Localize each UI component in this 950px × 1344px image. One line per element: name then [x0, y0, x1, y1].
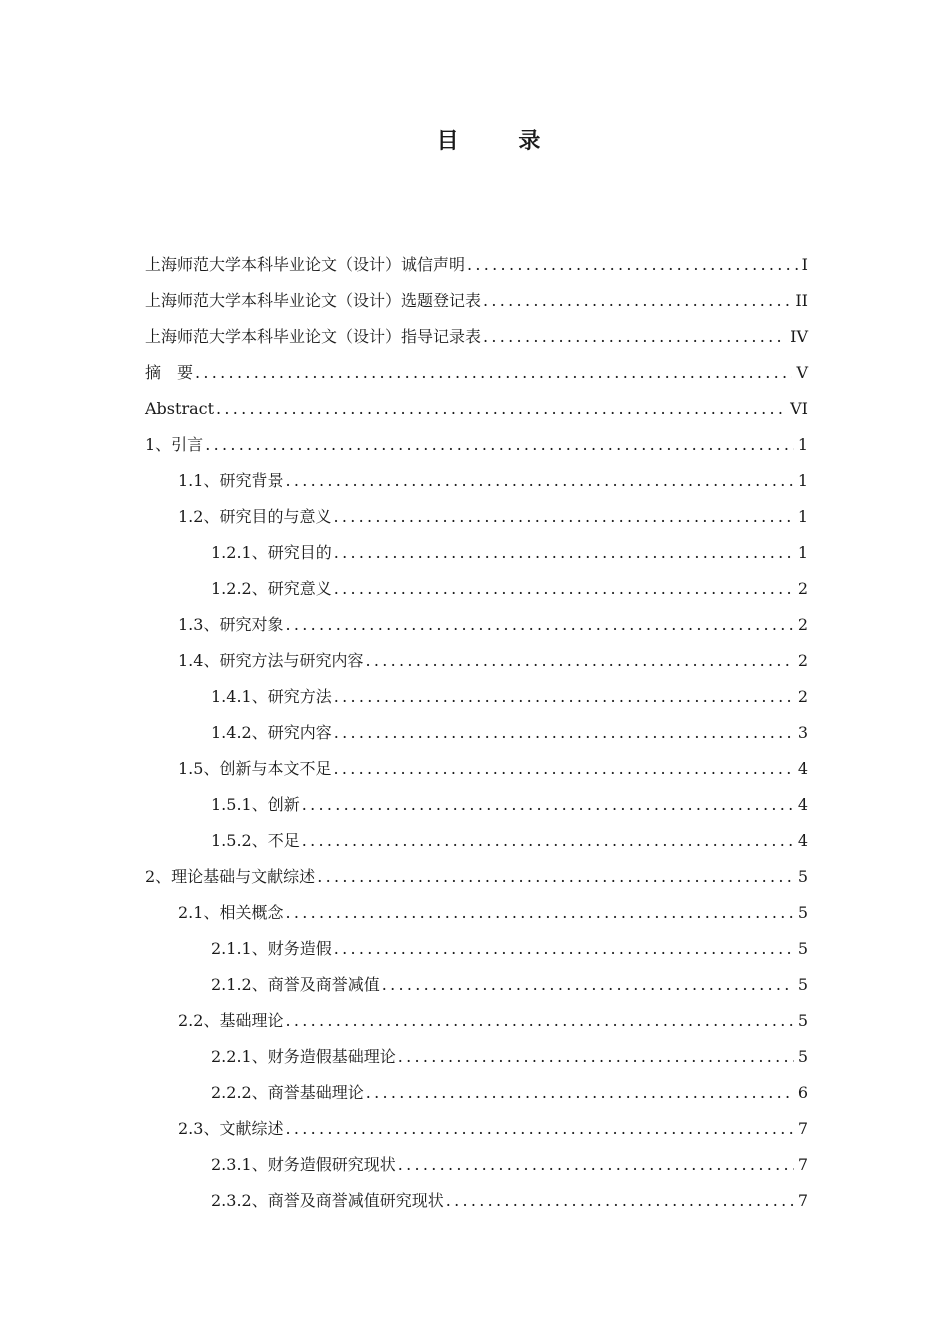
toc-entry-title: 2.2.2、商誉基础理论	[211, 1083, 364, 1102]
toc-dot-leader	[483, 319, 786, 355]
toc-dot-leader	[302, 823, 794, 859]
toc-entry-title: 上海师范大学本科毕业论文（设计）选题登记表	[145, 291, 482, 310]
toc-dot-leader	[285, 895, 793, 931]
toc-entry-title: 1.3、研究对象	[178, 615, 284, 634]
toc-entry-title: 2.1.1、财务造假	[211, 939, 332, 958]
toc-entry-page-number: 1	[797, 435, 808, 454]
toc-entry[interactable]	[145, 571, 808, 607]
toc-entry-page-number: 7	[797, 1119, 808, 1138]
toc-entry-title: Abstract	[145, 399, 215, 418]
toc-entry[interactable]	[145, 1183, 808, 1219]
toc-entry-page-number: 2	[797, 615, 808, 634]
toc-entry[interactable]	[145, 283, 808, 319]
toc-entry-page-number: 5	[797, 903, 808, 922]
toc-entry[interactable]	[145, 499, 808, 535]
toc-entry[interactable]	[145, 751, 808, 787]
toc-entry-title: 1.1、研究背景	[178, 471, 284, 490]
toc-dot-leader	[446, 1183, 794, 1219]
toc-dot-leader	[195, 355, 792, 391]
toc-entry-page-number: 2	[797, 687, 808, 706]
toc-dot-leader	[334, 571, 794, 607]
toc-dot-leader	[483, 283, 791, 319]
toc-entry-page-number: VI	[790, 399, 808, 418]
toc-dot-leader	[285, 1003, 793, 1039]
toc-entry-page-number: 1	[797, 471, 808, 490]
toc-entry-page-number: 4	[797, 831, 808, 850]
toc-dot-leader	[285, 1111, 793, 1147]
toc-entry-page-number: 1	[797, 507, 808, 526]
toc-entry-page-number: 4	[797, 759, 808, 778]
toc-entry-title: 2.2、基础理论	[178, 1011, 284, 1030]
toc-entry[interactable]	[145, 679, 808, 715]
toc-entry-page-number: 7	[797, 1191, 808, 1210]
toc-entry-page-number: 1	[797, 543, 808, 562]
toc-entry-page-number: 3	[797, 723, 808, 742]
toc-entry-title: 1.2、研究目的与意义	[178, 507, 332, 526]
toc-entry-title: 上海师范大学本科毕业论文（设计）诚信声明	[145, 255, 466, 274]
table-of-contents	[145, 247, 808, 1219]
toc-entry-title: 2、理论基础与文献综述	[145, 867, 316, 886]
toc-entry[interactable]	[145, 247, 808, 283]
toc-entry[interactable]	[145, 787, 808, 823]
toc-entry-title: 1.4.2、研究内容	[211, 723, 332, 742]
toc-entry-title: 1.4、研究方法与研究内容	[178, 651, 364, 670]
toc-entry-page-number: I	[801, 255, 808, 274]
toc-dot-leader	[285, 463, 793, 499]
toc-entry[interactable]	[145, 823, 808, 859]
toc-entry-page-number: 6	[797, 1083, 808, 1102]
toc-dot-leader	[333, 751, 793, 787]
toc-dot-leader	[333, 499, 793, 535]
toc-entry-page-number: 5	[797, 939, 808, 958]
toc-dot-leader	[334, 931, 794, 967]
toc-entry[interactable]	[145, 607, 808, 643]
toc-entry-title: 2.2.1、财务造假基础理论	[211, 1047, 396, 1066]
toc-entry-page-number: IV	[790, 327, 808, 346]
toc-entry-title: 2.3.2、商誉及商誉减值研究现状	[211, 1191, 444, 1210]
toc-dot-leader	[302, 787, 794, 823]
toc-entry-title: 1.5.2、不足	[211, 831, 300, 850]
toc-entry-page-number: 4	[797, 795, 808, 814]
toc-entry-title: 1.5、创新与本文不足	[178, 759, 332, 778]
toc-entry[interactable]	[145, 931, 808, 967]
toc-entry[interactable]	[145, 859, 808, 895]
toc-entry[interactable]	[145, 895, 808, 931]
toc-entry[interactable]	[145, 427, 808, 463]
toc-entry-page-number: 5	[797, 975, 808, 994]
toc-entry-page-number: 5	[797, 1011, 808, 1030]
toc-entry[interactable]	[145, 535, 808, 571]
toc-dot-leader	[334, 535, 794, 571]
toc-entry-page-number: II	[795, 291, 808, 310]
toc-entry-title: 摘 要	[145, 363, 194, 382]
toc-entry-title: 1.2.1、研究目的	[211, 543, 332, 562]
toc-entry[interactable]	[145, 1111, 808, 1147]
toc-entry-title: 1.2.2、研究意义	[211, 579, 332, 598]
toc-entry-page-number: V	[796, 363, 808, 382]
toc-entry[interactable]	[145, 463, 808, 499]
toc-dot-leader	[216, 391, 786, 427]
toc-entry-title: 1.4.1、研究方法	[211, 687, 332, 706]
toc-entry-title: 1.5.1、创新	[211, 795, 300, 814]
toc-dot-leader	[317, 859, 794, 895]
toc-entry[interactable]	[145, 355, 808, 391]
toc-dot-leader	[398, 1039, 794, 1075]
toc-entry-page-number: 2	[797, 651, 808, 670]
toc-entry[interactable]	[145, 1003, 808, 1039]
toc-entry[interactable]	[145, 967, 808, 1003]
toc-dot-leader	[334, 679, 794, 715]
toc-dot-leader	[285, 607, 793, 643]
toc-entry-title: 2.1、相关概念	[178, 903, 284, 922]
toc-entry-title: 2.3、文献综述	[178, 1119, 284, 1138]
page-title: 目 录	[436, 129, 567, 154]
toc-entry-page-number: 5	[797, 1047, 808, 1066]
toc-dot-leader	[205, 427, 794, 463]
toc-entry[interactable]	[145, 1075, 808, 1111]
toc-entry-page-number: 7	[797, 1155, 808, 1174]
toc-dot-leader	[382, 967, 794, 1003]
toc-entry[interactable]	[145, 391, 808, 427]
toc-entry-title: 2.1.2、商誉及商誉减值	[211, 975, 380, 994]
toc-dot-leader	[365, 643, 793, 679]
toc-entry-page-number: 5	[797, 867, 808, 886]
toc-entry-title: 1、引言	[145, 435, 204, 454]
toc-entry-title: 2.3.1、财务造假研究现状	[211, 1155, 396, 1174]
toc-entry[interactable]	[145, 1039, 808, 1075]
toc-dot-leader	[334, 715, 794, 751]
toc-entry[interactable]	[145, 319, 808, 355]
toc-dot-leader	[366, 1075, 794, 1111]
toc-entry-title: 上海师范大学本科毕业论文（设计）指导记录表	[145, 327, 482, 346]
toc-entry-page-number: 2	[797, 579, 808, 598]
toc-entry[interactable]	[145, 643, 808, 679]
toc-entry[interactable]	[145, 715, 808, 751]
toc-entry[interactable]	[145, 1147, 808, 1183]
toc-dot-leader	[467, 247, 798, 283]
toc-dot-leader	[398, 1147, 794, 1183]
